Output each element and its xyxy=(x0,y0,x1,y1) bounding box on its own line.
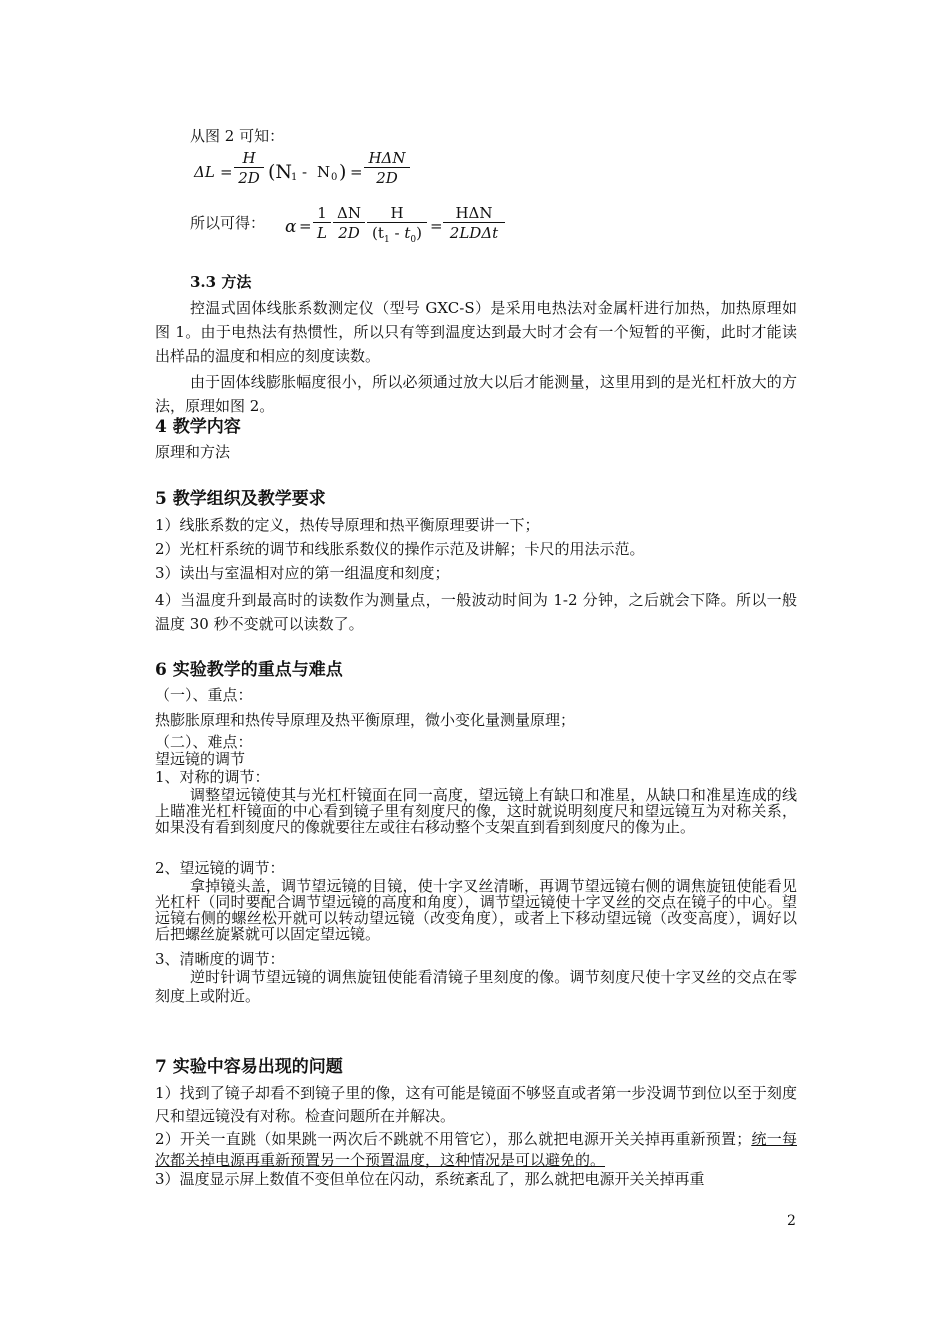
from-figure-text: 从图 2 可知： xyxy=(190,127,285,145)
section-7-title: 7 实验中容易出现的问题 xyxy=(155,1057,343,1077)
symmetry-label: 1、对称的调节： xyxy=(155,768,270,786)
eq2-fraction-dn-2d: $\frac{\Delta N}{2D}$ xyxy=(333,204,365,243)
section-3-3-paragraph-1: 控温式固体线胀系数测定仪（型号 GXC-S）是采用电热法对金属杆进行加热，加热原理如图 1。由于电热法有热惯性，所以只有等到温度达到最大时才会有一个短暂的平衡，此时才能读出样品的温度和相应的刻度读数。 xyxy=(155,299,797,365)
section-4-title: 4 教学内容 xyxy=(155,417,241,437)
eq2-alpha: α xyxy=(285,217,297,237)
clarity-body: 逆时针调节望远镜的调焦旋钮使能看清镜子里刻度的像。调节刻度尺使十字叉丝的交点在零刻度上或附近。 xyxy=(155,968,797,1005)
eq1-equals-2: = xyxy=(350,163,363,181)
section-6-title: 6 实验教学的重点与难点 xyxy=(155,660,343,680)
section-3-3-paragraph-2: 由于固体线膨胀幅度很小，所以必须通过放大以后才能测量，这里用到的是光杠杆放大的方法，原理如图 2。 xyxy=(155,373,797,415)
section-4-body: 原理和方法 xyxy=(155,443,231,461)
eq1-equals: = xyxy=(220,163,233,181)
key-points-body: 热膨胀原理和热传导原理及热平衡原理，微小变化量测量原理； xyxy=(155,711,576,729)
list-item: 4）当温度升到最高时的读数作为测量点，一般波动时间为 1-2 分钟，之后就会下降。所以一般温度 30 秒不变就可以读数了。 xyxy=(155,591,797,633)
clarity-label: 3、清晰度的调节： xyxy=(155,950,285,968)
eq2-fraction-h-dt: $\frac{H}{(t_1 - t_0)}$ xyxy=(367,204,427,250)
eq2-fraction-1-l: $\frac{1}{L}$ xyxy=(313,204,331,243)
telescope-adjust-label: 2、望远镜的调节： xyxy=(155,859,285,877)
so-text: 所以可得： xyxy=(190,214,266,232)
eq1-sub0: 0 xyxy=(331,172,338,183)
symmetry-body: 调整望远镜使其与光杠杆镜面在同一高度，望远镜上有缺口和准星，从缺口和准星连成的线上瞄准光杠杆镜面的中心看到镜子里有刻度尺的像，这时就说明刻度尺和望远镜互为对称关系，如果没有看到刻度尺的像就要往左或往右移动整个支架直到看到刻度尺的像为止。 xyxy=(155,786,797,836)
eq1-paren-open: (N xyxy=(268,161,293,183)
eq2-equals: = xyxy=(299,217,312,235)
difficulties-label: （二）、难点： xyxy=(155,733,253,751)
eq1-fraction-h-2d: $\frac{H}{2D}$ xyxy=(234,149,264,188)
section-5-title: 5 教学组织及教学要求 xyxy=(155,489,326,509)
list-item: 1）找到了镜子却看不到镜子里的像，这有可能是镜面不够竖直或者第一步没调节到位以至于刻度尺和望远镜没有对称。检查问题所在并解决。 xyxy=(155,1084,797,1125)
eq1-n0: N xyxy=(317,163,331,181)
key-points-label: （一）、重点： xyxy=(155,686,253,704)
list-item: 1）线胀系数的定义，热传导原理和热平衡原理要讲一下； xyxy=(155,516,540,534)
telescope-adjust-body: 拿掉镜头盖，调节望远镜的目镜，使十字叉丝清晰，再调节望远镜右侧的调焦旋钮使能看见光杠杆（同时要配合调节望远镜的高度和角度），调节望远镜使十字叉丝的交点在镜子的中心。望远镜右侧的螺丝松开就可以转动望远镜（改变角度），或者上下移动望远镜（改变高度），调好以后把螺丝旋紧就可以固定望远镜。 xyxy=(155,877,797,943)
telescope-heading: 望远镜的调节 xyxy=(155,750,246,768)
eq1-lhs: ΔL xyxy=(194,163,215,181)
page-number: 2 xyxy=(787,1213,796,1229)
underlined-note: 统一每次都关掉电源再重新预置另一个预置温度，这种情况是可以避免的。 xyxy=(155,1130,797,1169)
eq1-fraction-hdn-2d: HΔN 2D xyxy=(364,149,410,188)
section-3-3-title: 3.3 方法 xyxy=(190,273,252,291)
list-item: 2）开关一直跳（如果跳一两次后不跳就不用管它），那么就把电源开关关掉再重新预置；统一每次都关掉电源再重新预置另一个预置温度，这种情况是可以避免的。 xyxy=(155,1130,797,1169)
eq1-minus: - xyxy=(302,163,308,181)
list-item: 2）光杠杆系统的调节和线胀系数仪的操作示范及讲解；卡尺的用法示范。 xyxy=(155,540,645,558)
eq1-sub1: 1 xyxy=(291,172,298,183)
eq2-fraction-hdn-2ldt: HΔN 2LDΔt xyxy=(443,204,505,243)
list-item: 3）温度显示屏上数值不变但单位在闪动，系统紊乱了，那么就把电源开关关掉再重 xyxy=(155,1170,705,1188)
eq2-equals-2: = xyxy=(430,217,443,235)
list-item: 3）读出与室温相对应的第一组温度和刻度； xyxy=(155,564,450,582)
eq1-paren-close: ) xyxy=(339,161,347,183)
